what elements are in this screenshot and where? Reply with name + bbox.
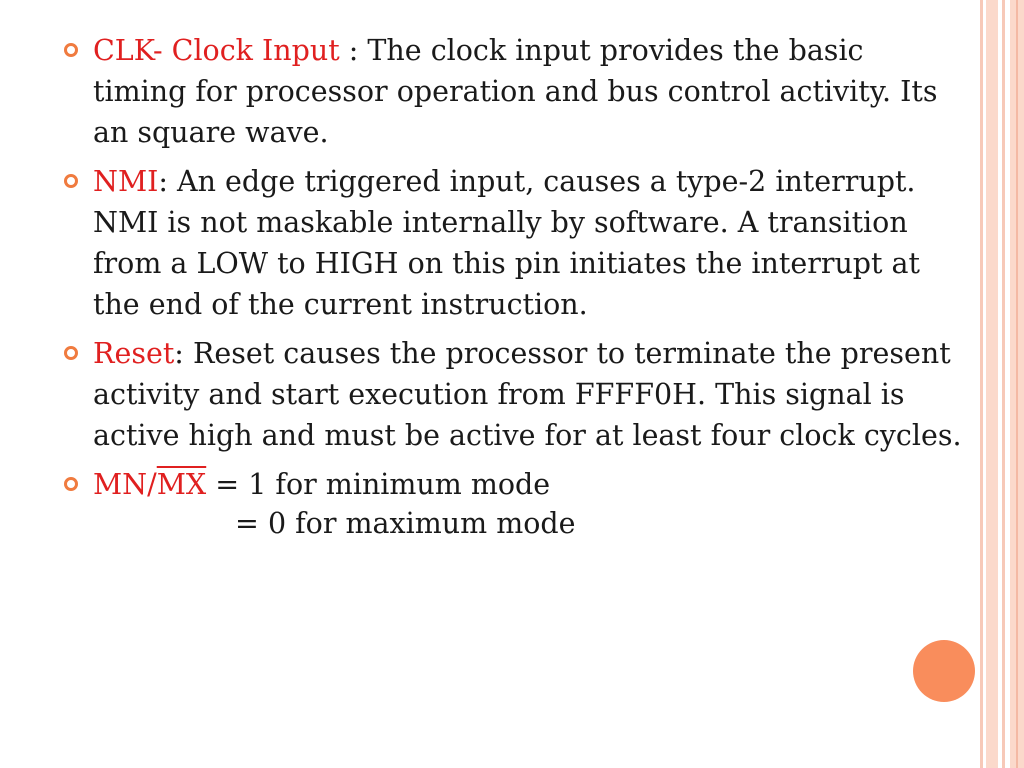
bullet-continuation: = 0 for maximum mode [235, 507, 576, 540]
term-mx: $\overline{MX}$ [156, 468, 207, 501]
decorative-stripe [1002, 0, 1005, 768]
accent-circle [913, 640, 975, 702]
bullet-marker-icon [64, 174, 78, 188]
bullet-clk [60, 30, 965, 153]
bullet-text: : The clock input provides the basic timing for processor operation and bus control activity. Its an square wave. [93, 34, 938, 149]
term-clk: CLK- Clock Input [93, 34, 340, 67]
bullet-text: : An edge triggered input, causes a type-2 interrupt. NMI is not maskable internally by software. A transition from a LOW to HIGH on this pin initiates the interrupt at the end of the current instruction. [93, 165, 921, 321]
bullet-marker-icon [64, 346, 78, 360]
decorative-stripe [1016, 0, 1018, 768]
slide-content [60, 30, 965, 544]
term-reset: Reset [93, 337, 175, 370]
bullet-text: = 1 for minimum mode [206, 468, 551, 501]
bullet-nmi [60, 161, 965, 325]
term-nmi: NMI [93, 165, 159, 198]
decorative-stripe [980, 0, 983, 768]
term-mn: MN/ [93, 468, 157, 501]
bullet-mnmx [60, 464, 965, 544]
bullet-text: : Reset causes the processor to terminate the present activity and start execution from FFFF0H. This signal is active high and must be active for at least four clock cycles. [93, 337, 962, 452]
bullet-marker-icon [64, 43, 78, 57]
bullet-marker-icon [64, 477, 78, 491]
bullet-reset [60, 333, 965, 456]
decorative-stripe [986, 0, 998, 768]
